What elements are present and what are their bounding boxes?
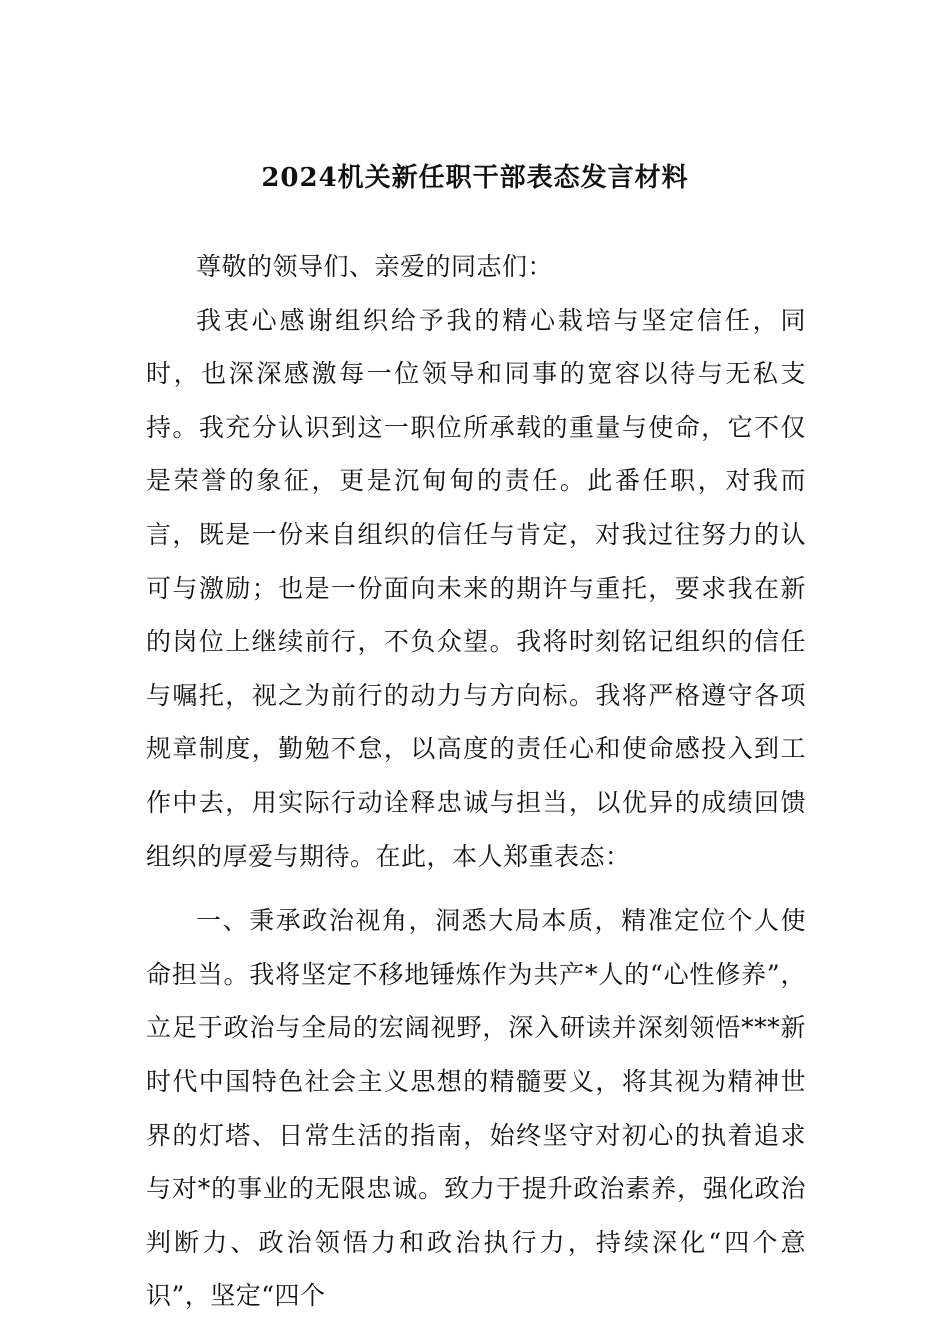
section-one-paragraph: 一、秉承政治视角，洞悉大局本质，精准定位个人使命担当。我将坚定不移地锤炼作为共产*人的“心性修养”，立足于政治与全局的宏阔视野，深入研读并深刻领悟***新时代中国特色社会主义思想的精髓要义，将其视为精神世界的灯塔、日常生活的指南，始终坚守对初心的执着追求与对*的事业的无限忠诚。致力于提升政治素养，强化政治判断力、政治领悟力和政治执行力，持续深化“四个意识”，坚定“四个 bbox=[146, 906, 806, 1311]
gratitude-paragraph: 我衷心感谢组织给予我的精心栽培与坚定信任，同时，也深深感激每一位领导和同事的宽容以待与无私支持。我充分认识到这一职位所承载的重量与使命，它不仅是荣誉的象征，更是沉甸甸的责任。此番任职，对我而言，既是一份来自组织的信任与肯定，对我过往努力的认可与激励；也是一份面向未来的期许与重托，要求我在新的岗位上继续前行，不负众望。我将时刻铭记组织的信任与嘱托，视之为前行的动力与方向标。我将严格遵守各项规章制度，勤勉不怠，以高度的责任心和使命感投入到工作中去，用实际行动诠释忠诚与担当，以优异的成绩回馈组织的厚爱与期待。在此，本人郑重表态： bbox=[146, 305, 806, 871]
document-title: 2024机关新任职干部表态发言材料 bbox=[261, 163, 689, 193]
document-body bbox=[146, 240, 806, 1323]
salutation-paragraph: 尊敬的领导们、亲爱的同志们： bbox=[196, 252, 554, 281]
